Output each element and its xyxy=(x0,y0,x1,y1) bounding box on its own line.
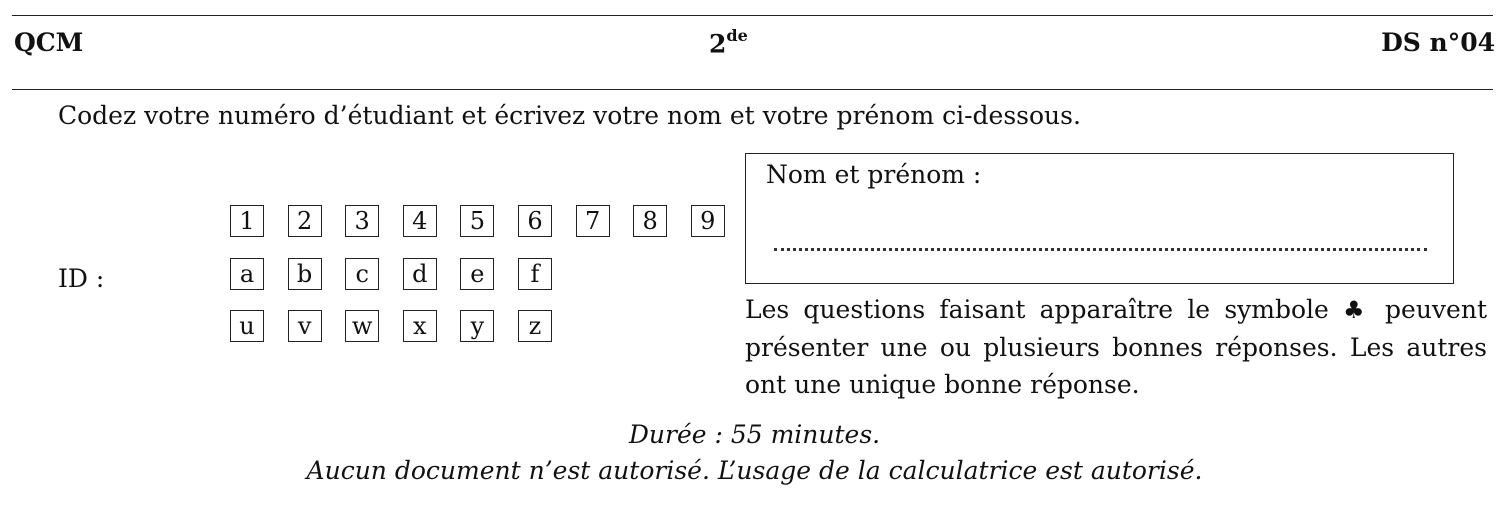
class-level-suffix: de xyxy=(726,26,748,45)
top-rule xyxy=(12,15,1493,16)
code-box-3[interactable]: 3 xyxy=(345,205,379,237)
code-box-9[interactable]: 9 xyxy=(691,205,725,237)
name-dotted-line[interactable] xyxy=(774,248,1427,251)
code-box-2[interactable]: 2 xyxy=(288,205,322,237)
code-box-8[interactable]: 8 xyxy=(633,205,667,237)
header-bottom-rule xyxy=(12,89,1493,90)
code-box-6[interactable]: 6 xyxy=(518,205,552,237)
note-text-start: Les questions faisant apparaître le symbole xyxy=(745,295,1344,324)
code-box-1[interactable]: 1 xyxy=(230,205,264,237)
code-box-y[interactable]: y xyxy=(460,310,494,342)
code-box-b[interactable]: b xyxy=(288,258,322,290)
code-box-w[interactable]: w xyxy=(345,310,379,342)
code-box-f[interactable]: f xyxy=(518,258,552,290)
note-text-end: peuvent présenter une ou plusieurs bonnes réponses. Les autres ont une unique bonne réponse. xyxy=(745,295,1487,399)
code-box-7[interactable]: 7 xyxy=(576,205,610,237)
id-label: ID : xyxy=(58,264,105,293)
exam-rules-text: Aucun document n’est autorisé. L’usage de la calculatrice est autorisé. xyxy=(306,456,1203,485)
header-left-title: QCM xyxy=(14,28,84,57)
duration-text: Durée : 55 minutes. xyxy=(628,420,881,449)
code-box-c[interactable]: c xyxy=(345,258,379,290)
name-entry-box[interactable] xyxy=(745,153,1454,284)
code-box-z[interactable]: z xyxy=(518,310,552,342)
code-box-5[interactable]: 5 xyxy=(460,205,494,237)
code-box-u[interactable]: u xyxy=(230,310,264,342)
header-class-level xyxy=(709,28,748,58)
code-box-e[interactable]: e xyxy=(460,258,494,290)
code-box-4[interactable]: 4 xyxy=(403,205,437,237)
name-entry-label: Nom et prénom : xyxy=(766,160,982,189)
class-level-number: 2 xyxy=(709,29,727,59)
multiple-answer-note xyxy=(745,291,1487,403)
header-test-number: DS n°04 xyxy=(1381,28,1495,57)
instructions-text: Codez votre numéro d’étudiant et écrivez votre nom et votre prénom ci-dessous. xyxy=(58,101,1081,130)
code-box-v[interactable]: v xyxy=(288,310,322,342)
code-box-x[interactable]: x xyxy=(403,310,437,342)
club-symbol-icon: ♣ xyxy=(1343,296,1371,324)
code-box-a[interactable]: a xyxy=(230,258,264,290)
code-box-d[interactable]: d xyxy=(403,258,437,290)
